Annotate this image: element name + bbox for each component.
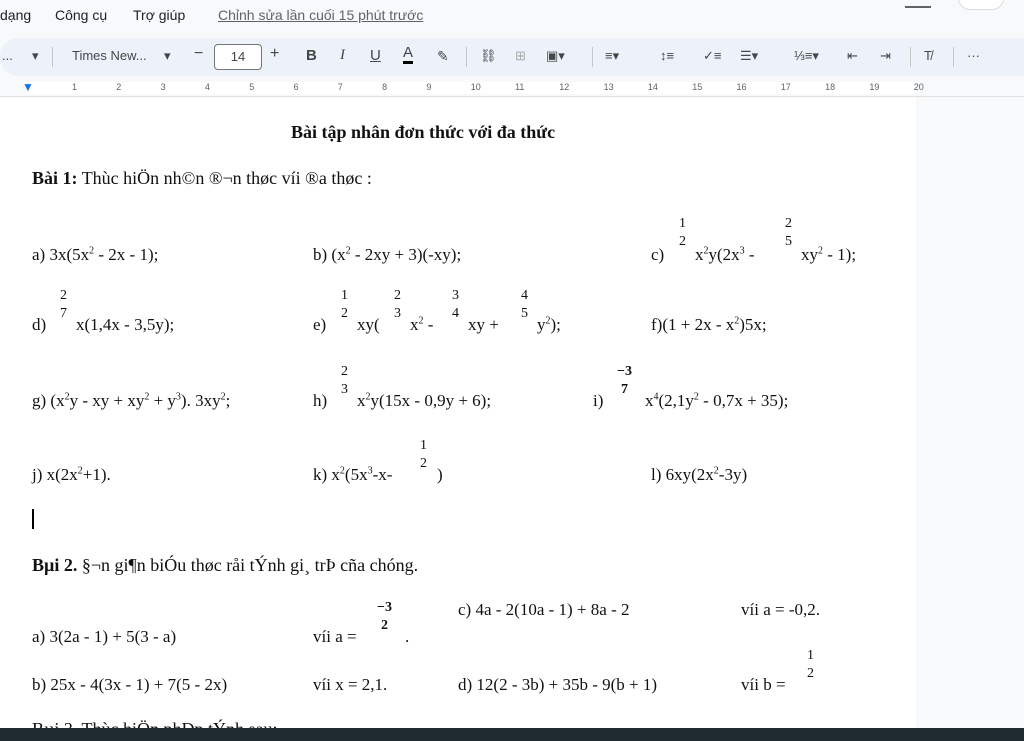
image-icon[interactable]: ▣▾ bbox=[546, 48, 565, 63]
ruler-number: 2 bbox=[116, 82, 122, 92]
font-size-input[interactable]: 14 bbox=[214, 44, 262, 70]
problem-l: l) $6xy(2x^2-3y)$ bbox=[651, 465, 748, 484]
ruler bbox=[0, 80, 1024, 97]
fraction-e4: 4 5 bbox=[521, 288, 528, 321]
menu-format[interactable]: dạng bbox=[0, 7, 32, 23]
problem-g: g) ($x^2y$ - xy + $xy^2 + y^3$). $3xy^2$; bbox=[32, 391, 231, 410]
comment-icon[interactable]: ⊞ bbox=[515, 48, 526, 63]
fraction-e3: 3 4 bbox=[452, 288, 459, 321]
problem-f: $f)(1 + 2x - x^2)5x$; bbox=[651, 315, 767, 334]
problem-k: k) $x^2(5x^3-x-$ bbox=[313, 465, 393, 484]
ruler-number: 5 bbox=[249, 82, 255, 92]
fraction-2a: −3 2 bbox=[377, 600, 392, 633]
ruler-number: 3 bbox=[160, 82, 166, 92]
ruler-number: 8 bbox=[382, 82, 388, 92]
underline-button[interactable]: U bbox=[370, 47, 381, 64]
exercise-2-heading bbox=[32, 555, 418, 576]
exercise-1-text: Thùc hiÖn nh©n ®¬n thøc víi ®a thøc : bbox=[77, 168, 372, 188]
problem-a: a) $3x(5x^2 - 2x - 1)$; bbox=[32, 245, 159, 264]
text-color-button[interactable]: A bbox=[403, 44, 413, 64]
page-title: Bài tập nhân đơn thức với đa thức bbox=[291, 122, 556, 142]
problem-b: b) $(x^2 - 2xy + 3)(-xy)$; bbox=[313, 245, 462, 264]
highlight-icon[interactable]: ✎ bbox=[437, 48, 449, 64]
divider bbox=[953, 47, 954, 67]
style-dropdown[interactable]: ... bbox=[2, 48, 13, 63]
increase-indent-icon[interactable]: ⇥ bbox=[880, 48, 891, 63]
exercise-2a-dot: . bbox=[405, 627, 410, 646]
ruler-number: 7 bbox=[337, 82, 343, 92]
problem-e-t3: xy + bbox=[468, 315, 499, 334]
ruler-number: 11 bbox=[515, 82, 525, 92]
increase-font-button[interactable]: + bbox=[270, 45, 280, 62]
problem-k-end: ) bbox=[437, 465, 443, 484]
ruler-number: 12 bbox=[559, 82, 570, 92]
problem-j: j) $x(2x^2+1)$. bbox=[32, 465, 111, 484]
divider bbox=[52, 47, 53, 67]
text-cursor bbox=[32, 509, 34, 529]
exercise-2-label: Bµi 2. bbox=[32, 555, 78, 575]
fraction-k: 1 2 bbox=[420, 438, 427, 471]
italic-button[interactable]: I bbox=[340, 47, 345, 63]
exercise-2a-cond: víi a = bbox=[313, 627, 357, 646]
fraction-d: 2 7 bbox=[60, 288, 67, 321]
document-page[interactable] bbox=[0, 97, 916, 728]
ruler-number: 14 bbox=[647, 82, 658, 92]
decrease-indent-icon[interactable]: ⇤ bbox=[847, 48, 858, 63]
exercise-1-label: Bài 1: bbox=[32, 168, 78, 188]
ruler-number: 1 bbox=[72, 82, 78, 92]
fraction-e2: 2 3 bbox=[394, 288, 401, 321]
problem-h-end: $x^2y(15x - 0,9y + 6)$; bbox=[357, 391, 492, 410]
ruler-number: 4 bbox=[204, 82, 210, 92]
more-options-button[interactable]: ··· bbox=[967, 48, 980, 63]
exercise-2d-cond: víi b = bbox=[741, 675, 786, 694]
ruler-number: 19 bbox=[869, 82, 880, 92]
exercise-2c: c) 4a - 2(10a - 1) + 8a - 2 bbox=[458, 600, 630, 619]
exercise-2c-cond: víi a = -0,2. bbox=[741, 600, 820, 619]
exercise-2b-cond: víi x = 2,1. bbox=[313, 675, 388, 694]
fraction-2d: 1 2 bbox=[807, 648, 814, 681]
fraction-c2: 2 5 bbox=[785, 216, 792, 249]
clear-format-icon[interactable]: T̸ bbox=[924, 48, 932, 63]
problem-h-prefix: h) bbox=[313, 391, 328, 410]
problem-d-prefix: d) bbox=[32, 315, 47, 334]
ruler-number: 15 bbox=[692, 82, 703, 92]
ruler-number: 16 bbox=[736, 82, 747, 92]
fraction-c1: 1 2 bbox=[679, 216, 686, 249]
problem-c-prefix: c) bbox=[651, 245, 665, 264]
chevron-down-icon[interactable]: ▾ bbox=[32, 48, 39, 63]
fraction-i: −3 7 bbox=[617, 364, 632, 397]
minimize-icon[interactable] bbox=[905, 0, 931, 8]
exercise-2a: a) 3(2a - 1) + 5(3 - a) bbox=[32, 627, 177, 646]
align-icon[interactable]: ≡▾ bbox=[605, 48, 620, 63]
toolbar bbox=[0, 38, 1024, 76]
ruler-number: 9 bbox=[426, 82, 432, 92]
problem-c-mid: $x^2y(2x^3$ - bbox=[695, 245, 755, 264]
font-dropdown[interactable]: Times New... bbox=[72, 48, 147, 63]
chevron-down-icon[interactable]: ▾ bbox=[164, 48, 171, 63]
exercise-2d: d) 12(2 - 3b) + 35b - 9(b + 1) bbox=[458, 675, 658, 694]
link-icon[interactable]: ⛓ bbox=[480, 48, 497, 63]
fraction-e1: 1 2 bbox=[341, 288, 348, 321]
ruler-number: 6 bbox=[293, 82, 299, 92]
problem-i-end: $x^4(2,1y^2 - 0,7x + 35)$; bbox=[645, 391, 789, 410]
problem-e-prefix: e) bbox=[313, 315, 327, 334]
bullet-list-icon[interactable]: ☰▾ bbox=[740, 48, 759, 63]
taskbar bbox=[0, 728, 1024, 741]
share-button[interactable] bbox=[958, 0, 1004, 10]
divider bbox=[592, 47, 593, 67]
problem-c-end: $xy^2 - 1$); bbox=[801, 245, 857, 264]
last-edit-link[interactable]: Chỉnh sửa lần cuối 15 phút trước bbox=[218, 7, 424, 23]
bold-button[interactable]: B bbox=[306, 47, 317, 64]
problem-e-t4: $y^2$); bbox=[537, 315, 561, 334]
ruler-number: 18 bbox=[825, 82, 836, 92]
menu-help[interactable]: Trợ giúp bbox=[133, 7, 186, 23]
checklist-icon[interactable]: ✓≡ bbox=[703, 48, 722, 63]
ruler-number: 20 bbox=[913, 82, 924, 92]
divider bbox=[466, 47, 467, 67]
ruler-number: 10 bbox=[470, 82, 481, 92]
numbered-list-icon[interactable]: ⅓≡▾ bbox=[794, 48, 819, 63]
ruler-number: 17 bbox=[780, 82, 791, 92]
indent-marker-icon[interactable]: ▼ bbox=[22, 80, 34, 94]
exercise-2-text: §¬n gi¶n biÓu thøc råi tÝnh gi¸ trÞ cña chóng. bbox=[77, 555, 419, 575]
fraction-h: 2 3 bbox=[341, 364, 348, 397]
exercise-2b: b) 25x - 4(3x - 1) + 7(5 - 2x) bbox=[32, 675, 228, 694]
problem-i-prefix: i) bbox=[593, 391, 604, 410]
problem-e-t1: xy( bbox=[357, 315, 380, 334]
problem-e-t2: $x^2$ - bbox=[410, 315, 434, 334]
right-margin bbox=[916, 97, 1024, 728]
divider bbox=[910, 47, 911, 67]
menu-bar bbox=[0, 0, 1024, 34]
ruler-number: 13 bbox=[603, 82, 614, 92]
line-spacing-icon[interactable]: ↕≡ bbox=[660, 48, 675, 63]
menu-tools[interactable]: Công cụ bbox=[55, 7, 108, 23]
problem-d-end: x(1,4x - 3,5y); bbox=[76, 315, 175, 334]
decrease-font-button[interactable]: − bbox=[194, 45, 204, 62]
exercise-1-heading bbox=[32, 168, 372, 189]
